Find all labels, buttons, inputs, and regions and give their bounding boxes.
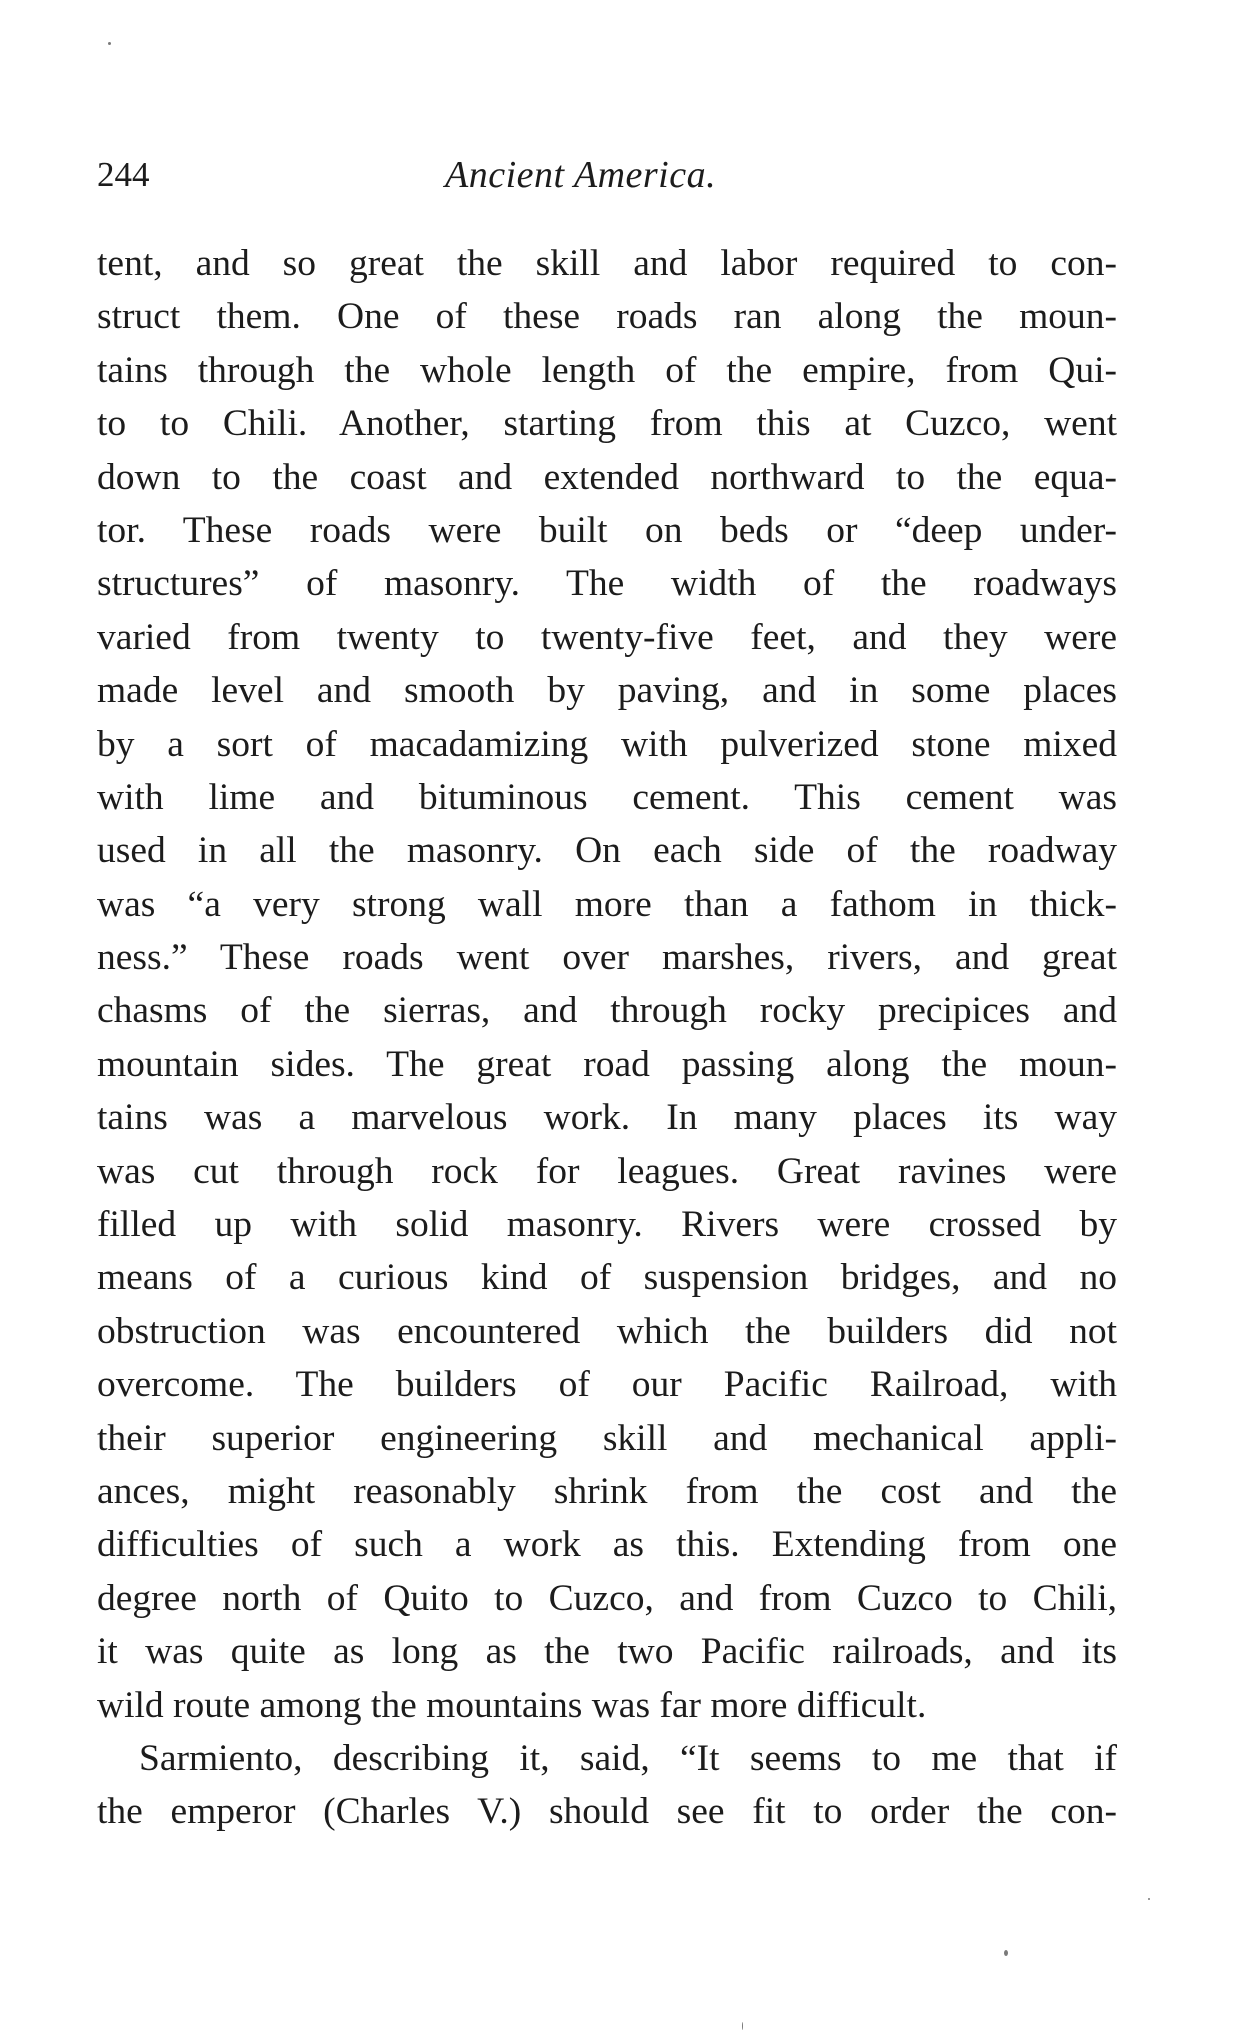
body-text: [97, 237, 1117, 1839]
print-speck: [742, 2022, 743, 2030]
text-line: down to the coast and extended northward to the equa-: [97, 456, 1117, 498]
text-line: made level and smooth by paving, and in some places: [97, 670, 1117, 712]
text-line: obstruction was encountered which the builders did not: [97, 1310, 1117, 1352]
text-line: was “a very strong wall more than a fathom in thick-: [97, 883, 1117, 925]
text-line: ness.” These roads went over marshes, rivers, and great: [97, 937, 1117, 979]
text-line: difficulties of such a work as this. Extending from one: [97, 1524, 1117, 1566]
text-line: wild route among the mountains was far more difficult.: [97, 1684, 927, 1726]
text-line: varied from twenty to twenty-five feet, and they were: [97, 616, 1117, 658]
running-head: [97, 150, 1117, 200]
running-title: Ancient America.: [445, 154, 717, 196]
print-speck: [108, 42, 111, 45]
text-line: tor. These roads were built on beds or “deep under-: [97, 509, 1117, 551]
text-line: by a sort of macadamizing with pulverized stone mixed: [97, 723, 1117, 765]
text-line: mountain sides. The great road passing along the moun-: [97, 1043, 1117, 1085]
text-line: used in all the masonry. On each side of the roadway: [97, 830, 1117, 872]
text-line: filled up with solid masonry. Rivers were crossed by: [97, 1204, 1117, 1246]
text-line: ances, might reasonably shrink from the cost and the: [97, 1470, 1117, 1512]
page-number: 244: [97, 155, 150, 194]
text-line: was cut through rock for leagues. Great ravines were: [97, 1150, 1117, 1192]
text-line: degree north of Quito to Cuzco, and from Cuzco to Chili,: [97, 1577, 1117, 1619]
text-line: struct them. One of these roads ran along the moun-: [97, 296, 1117, 338]
text-line: tains was a marvelous work. In many places its way: [97, 1097, 1117, 1139]
text-line: tent, and so great the skill and labor required to con-: [97, 243, 1117, 284]
text-line: to to Chili. Another, starting from this at Cuzco, went: [97, 403, 1117, 445]
text-line: their superior engineering skill and mechanical appli-: [97, 1417, 1117, 1459]
text-line: structures” of masonry. The width of the roadways: [97, 563, 1117, 605]
text-line: tains through the whole length of the empire, from Qui-: [97, 349, 1117, 391]
text-line: Sarmiento, describing it, said, “It seems to me that if: [139, 1737, 1117, 1779]
print-speck: [1004, 1950, 1008, 1956]
print-speck: [1148, 1898, 1150, 1900]
text-line: the emperor (Charles V.) should see fit to order the con-: [97, 1791, 1117, 1833]
text-line: with lime and bituminous cement. This cement was: [97, 776, 1117, 818]
text-line: means of a curious kind of suspension bridges, and no: [97, 1257, 1117, 1299]
text-line: overcome. The builders of our Pacific Railroad, with: [97, 1364, 1117, 1406]
text-line: chasms of the sierras, and through rocky precipices and: [97, 990, 1117, 1032]
text-line: it was quite as long as the two Pacific railroads, and its: [97, 1631, 1117, 1673]
